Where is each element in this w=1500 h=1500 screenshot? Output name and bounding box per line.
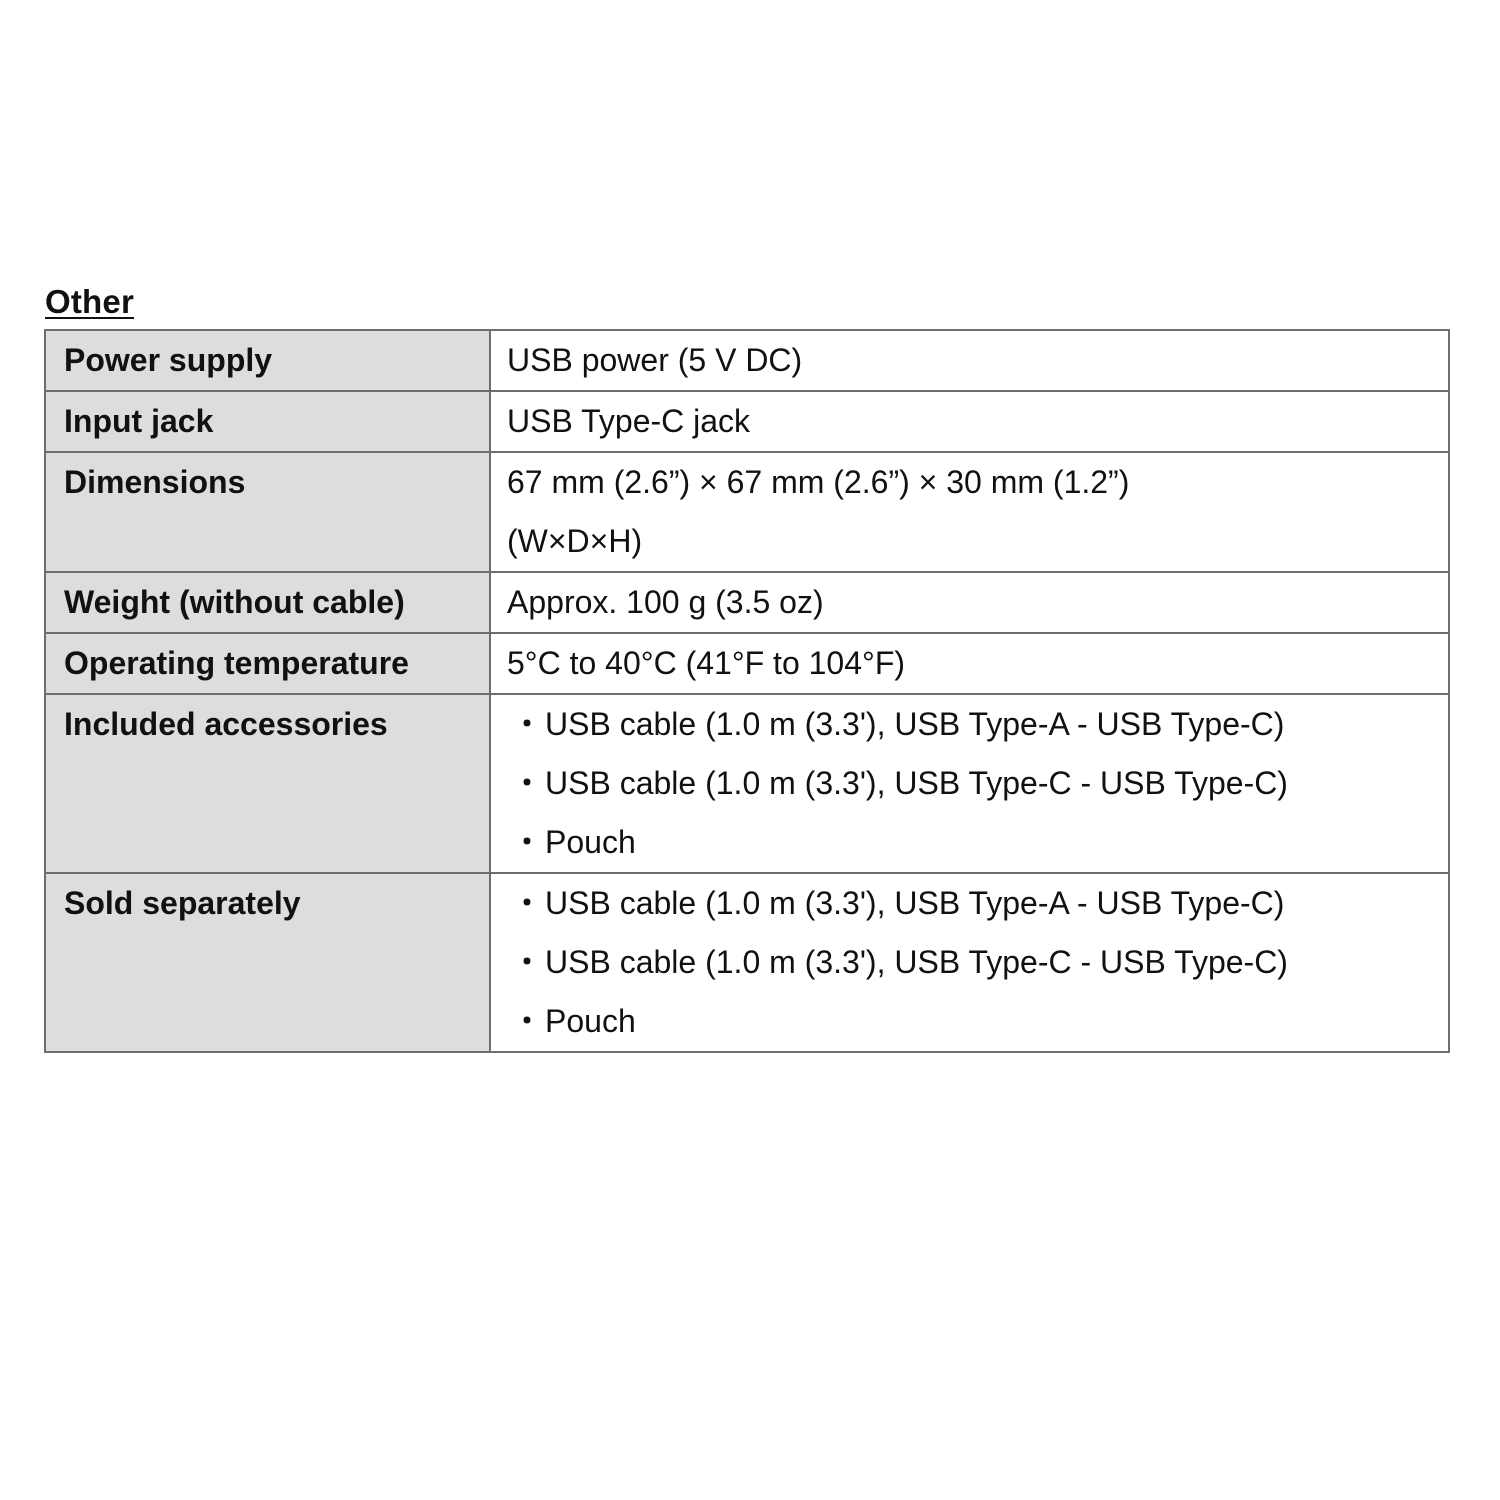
spec-label: Dimensions <box>45 452 490 572</box>
accessory-list-item <box>507 695 1432 754</box>
spec-label: Operating temperature <box>45 633 490 694</box>
spec-label: Included accessories <box>45 694 490 873</box>
accessory-list-item <box>507 933 1432 992</box>
bullet-icon: ・ <box>511 944 544 980</box>
spec-value-line: 5°C to 40°C (41°F to 104°F) <box>507 645 906 681</box>
spec-label: Sold separately <box>45 873 490 1052</box>
spec-value-line: (W×D×H) <box>507 523 643 559</box>
spec-value <box>490 391 1449 452</box>
spec-value-line: 67 mm (2.6”) × 67 mm (2.6”) × 30 mm (1.2”) <box>507 464 1130 500</box>
spec-label: Input jack <box>45 391 490 452</box>
spec-value-line: USB power (5 V DC) <box>507 342 803 378</box>
accessory-text: Pouch <box>545 1003 636 1039</box>
spec-table <box>44 329 1450 1053</box>
spec-row-power-supply <box>45 330 1449 391</box>
accessory-text: USB cable (1.0 m (3.3'), USB Type-A - USB Type-C) <box>545 885 1285 921</box>
spec-row-sold-separately <box>45 873 1449 1052</box>
accessory-list-item <box>507 813 1432 872</box>
accessory-text: USB cable (1.0 m (3.3'), USB Type-C - USB Type-C) <box>545 765 1288 801</box>
spec-value <box>490 572 1449 633</box>
spec-value-line: Approx. 100 g (3.5 oz) <box>507 584 824 620</box>
spec-value <box>490 873 1449 1052</box>
section-title: Other <box>45 283 135 320</box>
accessory-list-item <box>507 754 1432 813</box>
accessory-text: USB cable (1.0 m (3.3'), USB Type-C - USB Type-C) <box>545 944 1288 980</box>
spec-row-included-accessories <box>45 694 1449 873</box>
accessory-text: Pouch <box>545 824 636 860</box>
spec-value <box>490 633 1449 694</box>
spec-value <box>490 330 1449 391</box>
spec-value <box>490 452 1449 572</box>
bullet-icon: ・ <box>511 824 544 860</box>
spec-value-line: USB Type-C jack <box>507 403 751 439</box>
spec-row-weight <box>45 572 1449 633</box>
bullet-icon: ・ <box>511 885 544 921</box>
spec-label: Weight (without cable) <box>45 572 490 633</box>
bullet-icon: ・ <box>511 706 544 742</box>
spec-value <box>490 694 1449 873</box>
bullet-icon: ・ <box>511 765 544 801</box>
spec-label: Power supply <box>45 330 490 391</box>
bullet-icon: ・ <box>511 1003 544 1039</box>
accessory-list-item <box>507 992 1432 1051</box>
spec-row-input-jack <box>45 391 1449 452</box>
spec-row-dimensions <box>45 452 1449 572</box>
accessory-list-item <box>507 874 1432 933</box>
spec-row-operating-temperature <box>45 633 1449 694</box>
accessory-text: USB cable (1.0 m (3.3'), USB Type-A - USB Type-C) <box>545 706 1285 742</box>
